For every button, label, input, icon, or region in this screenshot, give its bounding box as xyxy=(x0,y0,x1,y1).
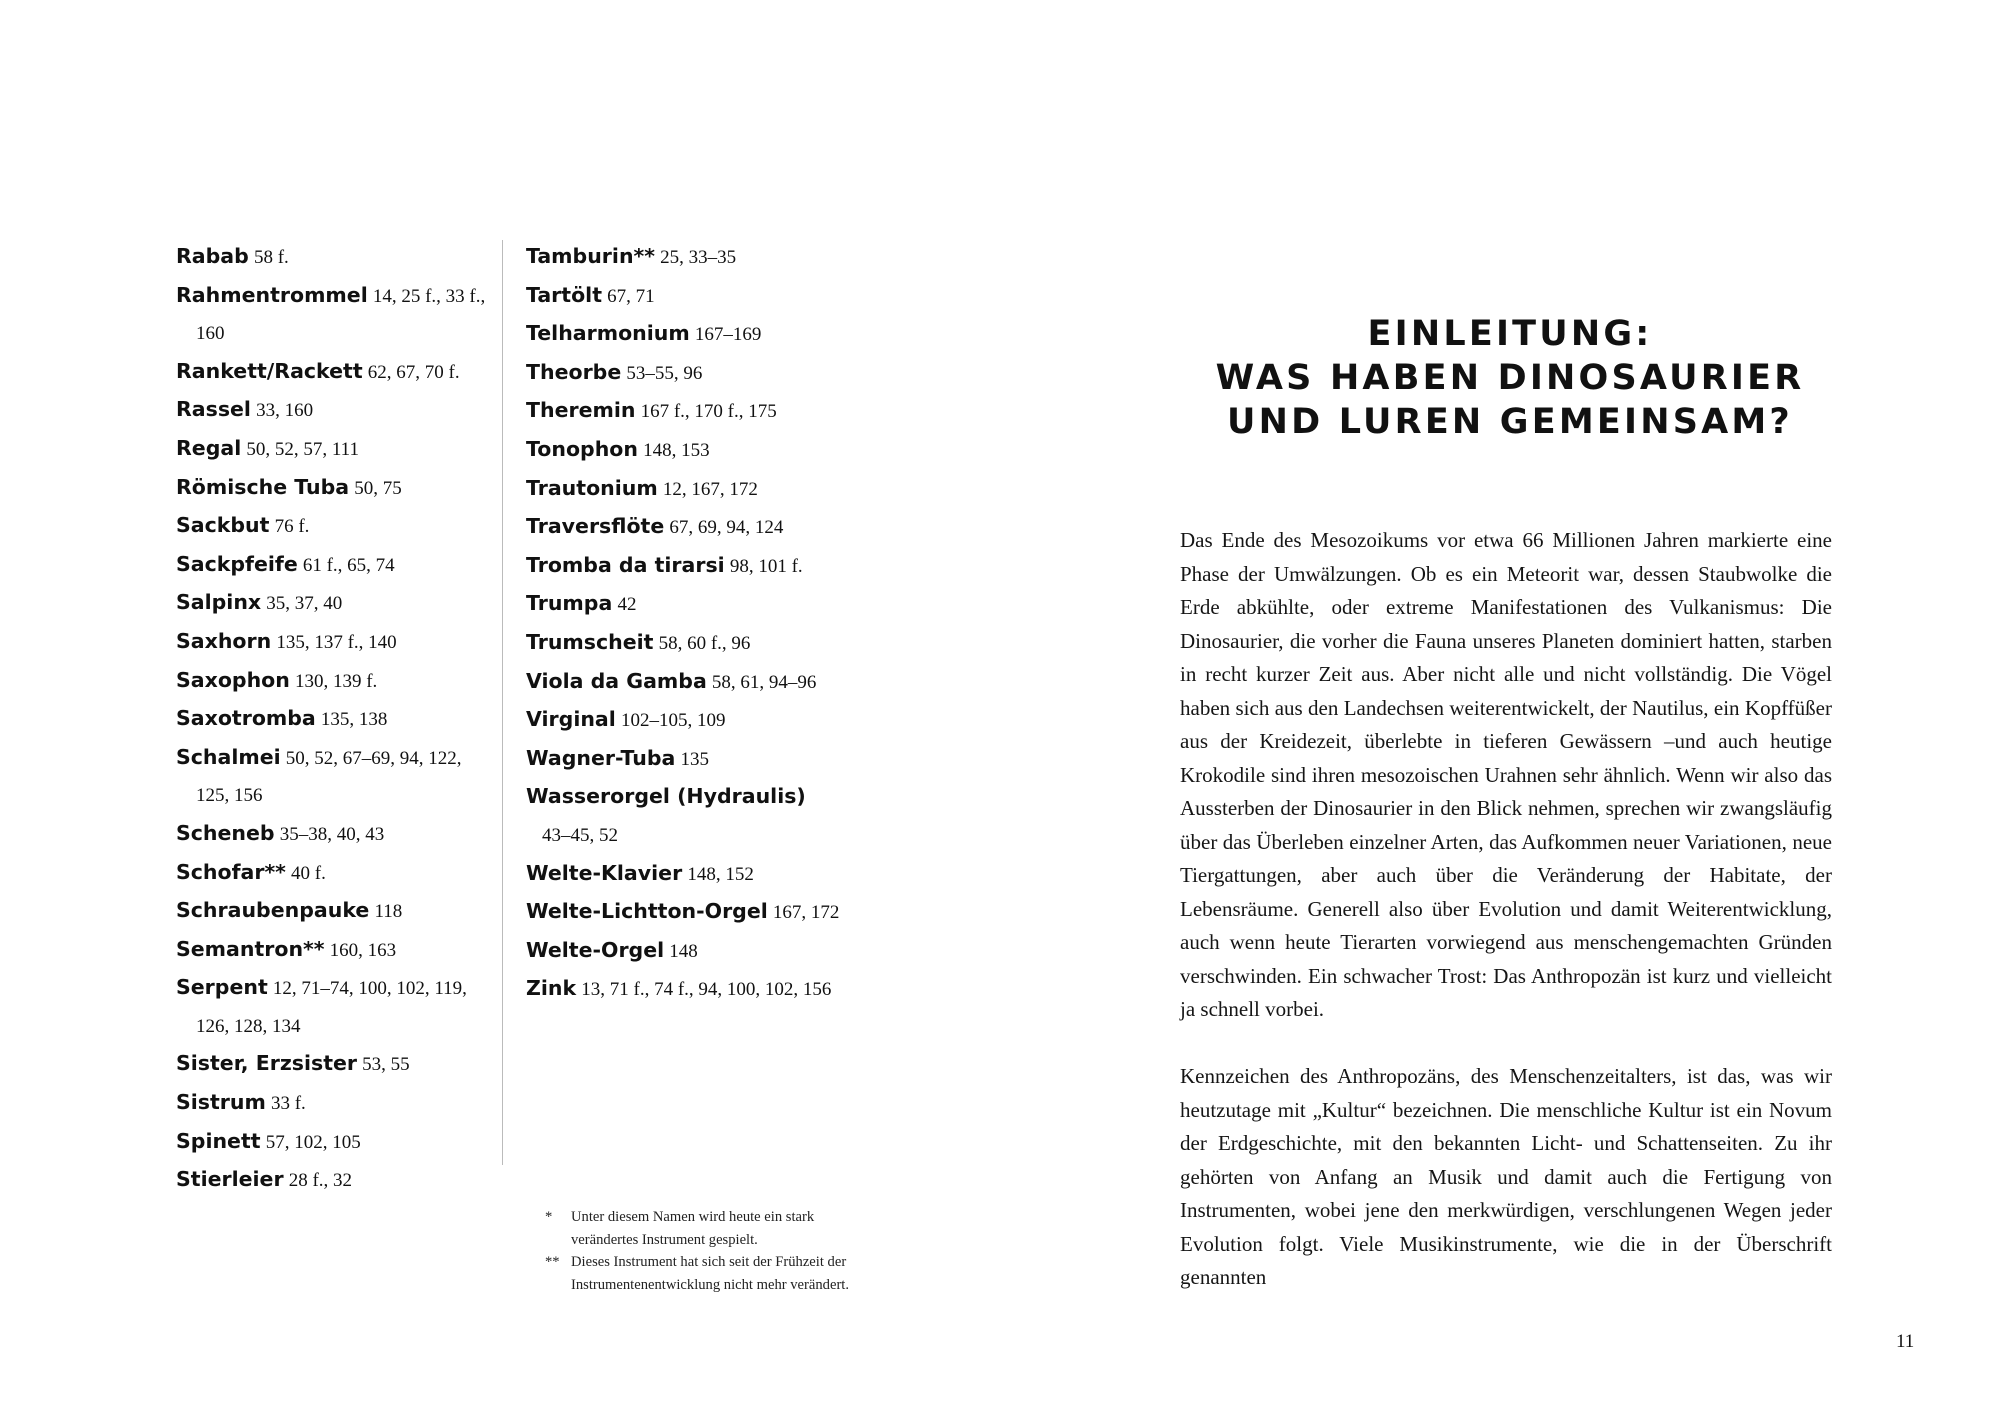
index-term: Stierleier xyxy=(176,1167,284,1192)
index-entry xyxy=(176,623,496,662)
index-term: Römische Tuba xyxy=(176,474,350,499)
index-pages-continued: 43–45, 52 xyxy=(542,824,618,846)
index-term: Theorbe xyxy=(526,359,622,384)
index-entry xyxy=(176,739,496,778)
index-pages: 167–169 xyxy=(694,324,762,346)
index-pages: 58, 61, 94–96 xyxy=(711,671,817,693)
footnote-text: Unter diesem Namen wird heute ein stark verändertes Instrument gespielt. xyxy=(571,1209,815,1248)
index-term: Schofar** xyxy=(176,859,286,884)
index-pages: 28 f., 32 xyxy=(288,1170,353,1192)
index-pages: 160, 163 xyxy=(329,939,397,961)
index-entry xyxy=(526,970,886,1009)
index-term: Semantron** xyxy=(176,936,325,961)
index-entry xyxy=(526,701,886,740)
index-entry xyxy=(526,855,886,894)
chapter-title-line: UND LUREN GEMEINSAM? xyxy=(1227,402,1793,442)
index-pages-continued: 126, 128, 134 xyxy=(196,1015,301,1037)
index-entry xyxy=(176,815,496,854)
index-entry xyxy=(176,931,496,970)
index-entry xyxy=(526,585,886,624)
index-pages: 14, 25 f., 33 f., xyxy=(372,285,486,307)
index-entry xyxy=(526,624,886,663)
index-entry xyxy=(176,854,496,893)
index-entry xyxy=(526,354,886,393)
index-entry xyxy=(176,1045,496,1084)
index-pages: 12, 167, 172 xyxy=(662,478,758,500)
index-pages: 12, 71–74, 100, 102, 119, xyxy=(272,978,467,1000)
index-entry xyxy=(526,893,886,932)
index-entry xyxy=(526,315,886,354)
index-entry xyxy=(526,470,886,509)
index-pages: 102–105, 109 xyxy=(620,710,726,732)
index-pages: 35–38, 40, 43 xyxy=(279,823,385,845)
index-entry xyxy=(176,430,496,469)
index-pages: 118 xyxy=(374,901,403,923)
index-term: Sister, Erzsister xyxy=(176,1051,358,1076)
index-term: Serpent xyxy=(176,975,268,1000)
index-pages: 50, 52, 57, 111 xyxy=(246,438,359,460)
index-pages: 50, 52, 67–69, 94, 122, xyxy=(285,747,462,769)
index-term: Sistrum xyxy=(176,1090,266,1115)
index-entry xyxy=(526,277,886,316)
index-entry xyxy=(526,238,886,277)
index-term: Welte-Klavier xyxy=(526,860,683,885)
index-entry xyxy=(176,391,496,430)
index-pages: 53–55, 96 xyxy=(626,362,703,384)
index-term: Rabab xyxy=(176,244,249,268)
index-pages: 13, 71 f., 74 f., 94, 100, 102, 156 xyxy=(581,979,832,1001)
chapter-body xyxy=(1180,524,1832,1328)
index-entry xyxy=(526,431,886,470)
paragraph: Das Ende des Mesozoikums vor etwa 66 Millionen Jahren markierte eine Phase der Umwälzungen. Ob es ein Meteorit war, dessen Staubwolke die Erde abkühlte, oder extreme Manifestationen des Vulkanismus: Die Dinosaurier, die vorher die Fauna unseres Planeten dominiert hatten, starben in recht kurzer Zeit aus. Aber nicht alle und nicht vollständig. Die Vögel haben sich aus den Landechsen weiterentwickelt, der Nautilus, ein Kopffüßer aus der Kreidezeit, überlebte in tieferen Gewässern –und auch heutige Krokodile sind ihren mesozoischen Urahnen sehr ähnlich. Wenn wir also das Aussterben der Dinosaurier in den Blick nehmen, sprechen wir zwangsläufig über das Überleben einzelner Arten, das Aufkommen neuer Variationen, neue Tiergattungen, aber auch über die Veränderung der Habitate, der Lebensräume. Generell also über Evolution und damit Weiterentwicklung, auch wenn heute Tierarten vorwiegend aus menschengemachten Gründen verschwinden. Ein schwacher Trost: Das Anthropozän ist kurz und vielleicht ja schnell vorbei. xyxy=(1180,528,1832,1021)
index-term: Rankett/Rackett xyxy=(176,358,363,383)
index-term: Schraubenpauke xyxy=(176,898,370,923)
index-entry xyxy=(176,238,496,277)
index-term: Traversflöte xyxy=(526,514,665,539)
index-pages: 167 f., 170 f., 175 xyxy=(640,401,777,423)
index-term: Scheneb xyxy=(176,820,275,845)
index-term: Rahmentrommel xyxy=(176,282,368,307)
index-term: Saxophon xyxy=(176,667,290,692)
index-term: Regal xyxy=(176,435,242,460)
index-entry xyxy=(176,969,496,1008)
index-entry xyxy=(526,392,886,431)
index-entry xyxy=(176,507,496,546)
column-divider xyxy=(502,240,503,1165)
index-term: Telharmonium xyxy=(526,321,690,346)
index-entry xyxy=(176,469,496,508)
index-entry xyxy=(176,700,496,739)
footnote-mark: ** xyxy=(545,1254,560,1271)
index-term: Zink xyxy=(526,976,577,1001)
index-entry xyxy=(526,932,886,971)
index-pages: 33, 160 xyxy=(256,400,314,422)
index-pages: 67, 69, 94, 124 xyxy=(669,517,784,539)
index-entry xyxy=(526,547,886,586)
footnote xyxy=(545,1206,875,1251)
chapter-title-line: WAS HABEN DINOSAURIER xyxy=(1215,358,1805,398)
index-entry xyxy=(176,277,496,316)
index-entry xyxy=(176,584,496,623)
index-term: Schalmei xyxy=(176,744,281,769)
index-entry xyxy=(176,546,496,585)
index-pages: 25, 33–35 xyxy=(660,247,737,268)
index-entry xyxy=(176,892,496,931)
index-pages: 35, 37, 40 xyxy=(266,593,343,615)
index-term: Salpinx xyxy=(176,590,262,615)
index-pages: 130, 139 f. xyxy=(294,670,378,692)
index-entry xyxy=(176,1161,496,1200)
index-pages: 76 f. xyxy=(274,516,310,538)
index-entry xyxy=(176,662,496,701)
index-term: Theremin xyxy=(526,398,636,423)
index-term: Rassel xyxy=(176,397,251,422)
footnote xyxy=(545,1251,875,1296)
index-term: Sackpfeife xyxy=(176,551,298,576)
index-entry xyxy=(176,1123,496,1162)
index-term: Trumscheit xyxy=(526,629,654,654)
index-pages: 148 xyxy=(669,940,698,962)
index-pages: 33 f. xyxy=(270,1093,306,1115)
index-pages: 148, 153 xyxy=(643,439,710,461)
index-term: Tonophon xyxy=(526,436,638,461)
index-column-left xyxy=(176,238,496,1200)
index-term: Tromba da tirarsi xyxy=(526,552,725,577)
index-pages-continued: 125, 156 xyxy=(196,785,263,807)
index-entry xyxy=(176,353,496,392)
index-term: Trautonium xyxy=(526,475,658,500)
index-term: Welte-Orgel xyxy=(526,937,665,962)
footnotes xyxy=(545,1206,875,1296)
index-pages: 98, 101 f. xyxy=(729,555,803,577)
index-pages: 42 xyxy=(617,594,637,616)
footnote-text: Dieses Instrument hat sich seit der Frühzeit der Instrumentenentwicklung nicht mehr verändert. xyxy=(571,1254,850,1293)
index-term: Virginal xyxy=(526,707,616,732)
chapter-title xyxy=(1180,312,1840,444)
index-pages: 50, 75 xyxy=(354,477,402,499)
index-pages: 62, 67, 70 f. xyxy=(367,361,460,383)
index-term: Saxotromba xyxy=(176,706,316,731)
index-entry xyxy=(176,1084,496,1123)
index-entry xyxy=(526,740,886,779)
index-pages: 58 f. xyxy=(253,247,289,268)
page-number: 11 xyxy=(1896,1331,1915,1352)
index-entry xyxy=(526,778,886,817)
paragraph: Kennzeichen des Anthropozäns, des Menschenzeitalters, ist das, was wir heutzutage mit „Kultur“ bezeichnen. Die menschliche Kultur ist ein Novum der Erdgeschichte, mit den bekannten Licht- und Schattenseiten. Zu ihr gehörten von Anfang an Musik und damit auch die Fertigung von Instrumenten, wobei jene den merkwürdigen, verschlungenen Wegen jeder Evolution folgt. Viele Musikinstrumente, wie die in der Überschrift genannten xyxy=(1180,1064,1832,1289)
index-pages: 167, 172 xyxy=(772,902,840,924)
index-term: Welte-Lichtton-Orgel xyxy=(526,899,768,924)
index-term: Wagner-Tuba xyxy=(526,745,676,770)
index-term: Saxhorn xyxy=(176,628,272,653)
index-pages-continued: 160 xyxy=(196,323,225,345)
index-pages: 135, 137 f., 140 xyxy=(276,631,397,653)
index-entry xyxy=(526,508,886,547)
index-pages: 57, 102, 105 xyxy=(265,1131,361,1153)
footnote-mark: * xyxy=(545,1209,553,1225)
index-pages: 40 f. xyxy=(291,862,326,884)
index-pages: 67, 71 xyxy=(607,285,655,307)
chapter-title-line: EINLEITUNG: xyxy=(1367,314,1653,354)
index-term: Tamburin** xyxy=(526,244,655,268)
index-pages: 58, 60 f., 96 xyxy=(658,632,751,654)
index-entry xyxy=(526,663,886,702)
index-term: Sackbut xyxy=(176,513,270,538)
index-pages: 148, 152 xyxy=(687,863,754,885)
index-term: Wasserorgel (Hydraulis) xyxy=(526,784,806,809)
index-pages: 135 xyxy=(680,748,709,770)
index-term: Viola da Gamba xyxy=(526,668,707,693)
index-pages: 135, 138 xyxy=(320,709,388,731)
index-pages: 61 f., 65, 74 xyxy=(302,554,395,576)
index-term: Trumpa xyxy=(526,591,613,616)
index-pages: 53, 55 xyxy=(362,1054,410,1076)
index-column-right xyxy=(526,238,886,1009)
index-term: Spinett xyxy=(176,1128,261,1153)
index-term: Tartölt xyxy=(526,282,602,307)
